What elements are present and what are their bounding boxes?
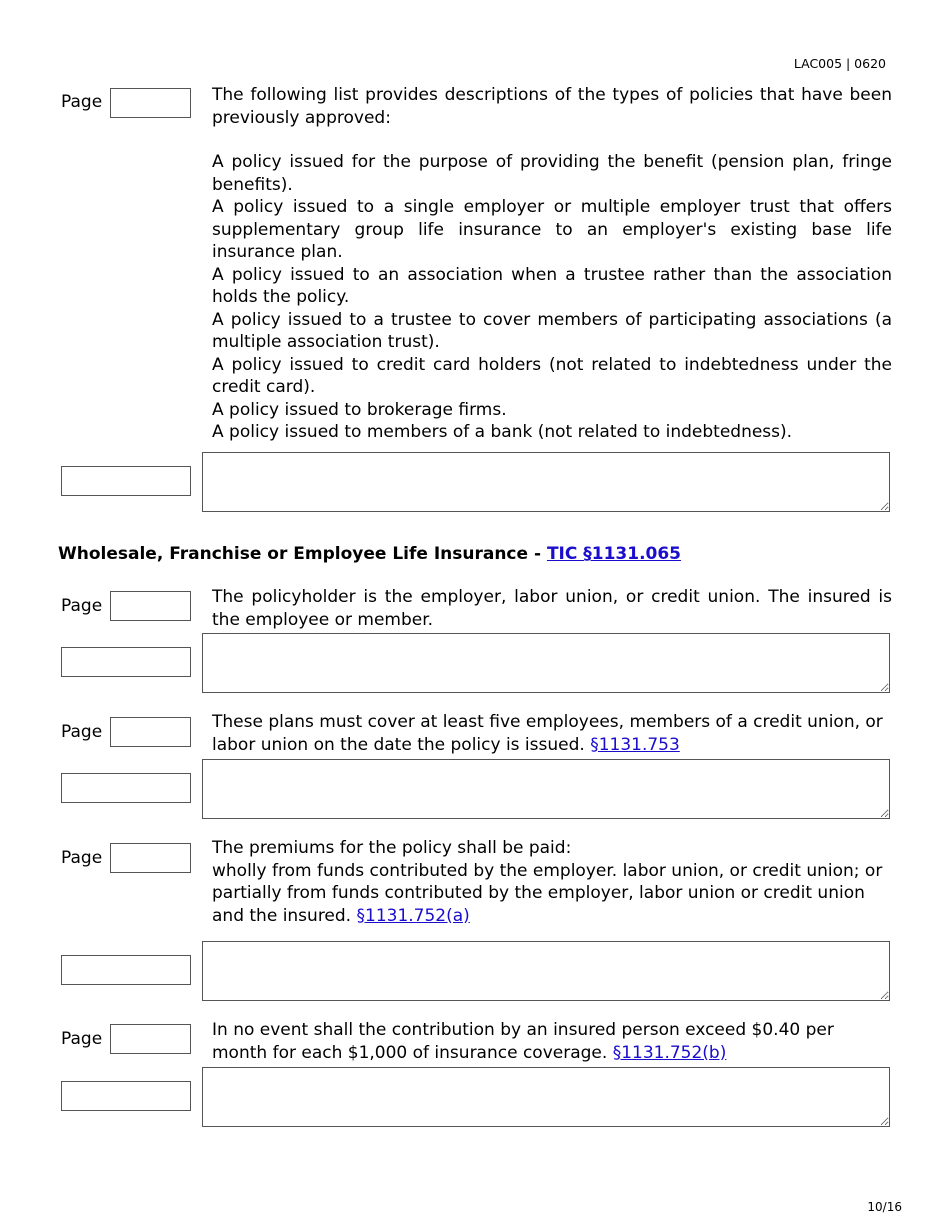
policy-item: A policy issued to members of a bank (not related to indebtedness). — [212, 422, 793, 442]
page-input[interactable] — [110, 717, 191, 747]
requirement-text: These plans must cover at least five employees, members of a credit union, or labor union on the date the policy is issued. — [212, 712, 883, 755]
page-input[interactable] — [110, 88, 191, 118]
page-label: Page — [61, 596, 103, 616]
comment-textarea[interactable] — [202, 759, 890, 819]
page-number: 10/16 — [867, 1200, 902, 1214]
statute-link-1131-753[interactable]: §1131.753 — [590, 734, 680, 755]
requirement-policyholder: The policyholder is the employer, labor union, or credit union. The insured is the employee or member. — [212, 587, 892, 630]
requirement-premium-payment — [212, 837, 892, 927]
policy-item: A policy issued to credit card holders (not related to indebtedness under the credit card). — [212, 354, 892, 397]
comment-textarea[interactable] — [202, 452, 890, 512]
page-label: Page — [61, 848, 103, 868]
tic-link[interactable]: TIC §1131.065 — [546, 544, 682, 564]
reference-input[interactable] — [61, 773, 191, 803]
policy-item: A policy issued for the purpose of providing the benefit (pension plan, fringe benefits). — [212, 152, 892, 195]
comment-textarea[interactable] — [202, 633, 890, 693]
reference-input[interactable] — [61, 466, 191, 496]
comment-textarea[interactable] — [202, 1067, 890, 1127]
requirement-text: wholly from funds contributed by the employer. labor union, or credit union; or partially from funds contributed by the employer, labor union or credit union and the insured. — [212, 860, 883, 926]
policy-item: A policy issued to a trustee to cover members of participating associations (a multiple association trust). — [212, 309, 892, 352]
section-heading — [58, 544, 681, 564]
page-input[interactable] — [110, 843, 191, 873]
reference-input[interactable] — [61, 1081, 191, 1111]
page-label: Page — [61, 722, 103, 742]
approved-policies-intro: The following list provides descriptions of the types of policies that have been previously approved: — [212, 85, 892, 128]
policy-item: A policy issued to a single employer or multiple employer trust that offers supplementary group life insurance to an employer's existing base life insurance plan. — [212, 197, 892, 262]
statute-link-1131-752a[interactable]: §1131.752(a) — [356, 905, 470, 926]
reference-input[interactable] — [61, 647, 191, 677]
statute-link-1131-752b[interactable]: §1131.752(b) — [612, 1042, 727, 1063]
section-heading-text: Wholesale, Franchise or Employee Life Insurance - — [58, 544, 547, 564]
requirement-contribution-limit — [212, 1019, 892, 1064]
approved-policies-text — [212, 84, 892, 444]
requirement-text: The premiums for the policy shall be paid: — [212, 838, 572, 858]
requirement-text: In no event shall the contribution by an insured person exceed $0.40 per month for each $1,000 of insurance coverage. — [212, 1020, 834, 1063]
policy-item: A policy issued to brokerage firms. — [212, 399, 507, 420]
reference-input[interactable] — [61, 955, 191, 985]
page-input[interactable] — [110, 1024, 191, 1054]
page-label: Page — [61, 1029, 103, 1049]
page-input[interactable] — [110, 591, 191, 621]
form-code: LAC005 | 0620 — [793, 56, 886, 71]
page-label: Page — [61, 92, 103, 112]
comment-textarea[interactable] — [202, 941, 890, 1001]
requirement-minimum-coverage — [212, 711, 892, 756]
policy-item: A policy issued to an association when a trustee rather than the association holds the policy. — [212, 264, 892, 307]
